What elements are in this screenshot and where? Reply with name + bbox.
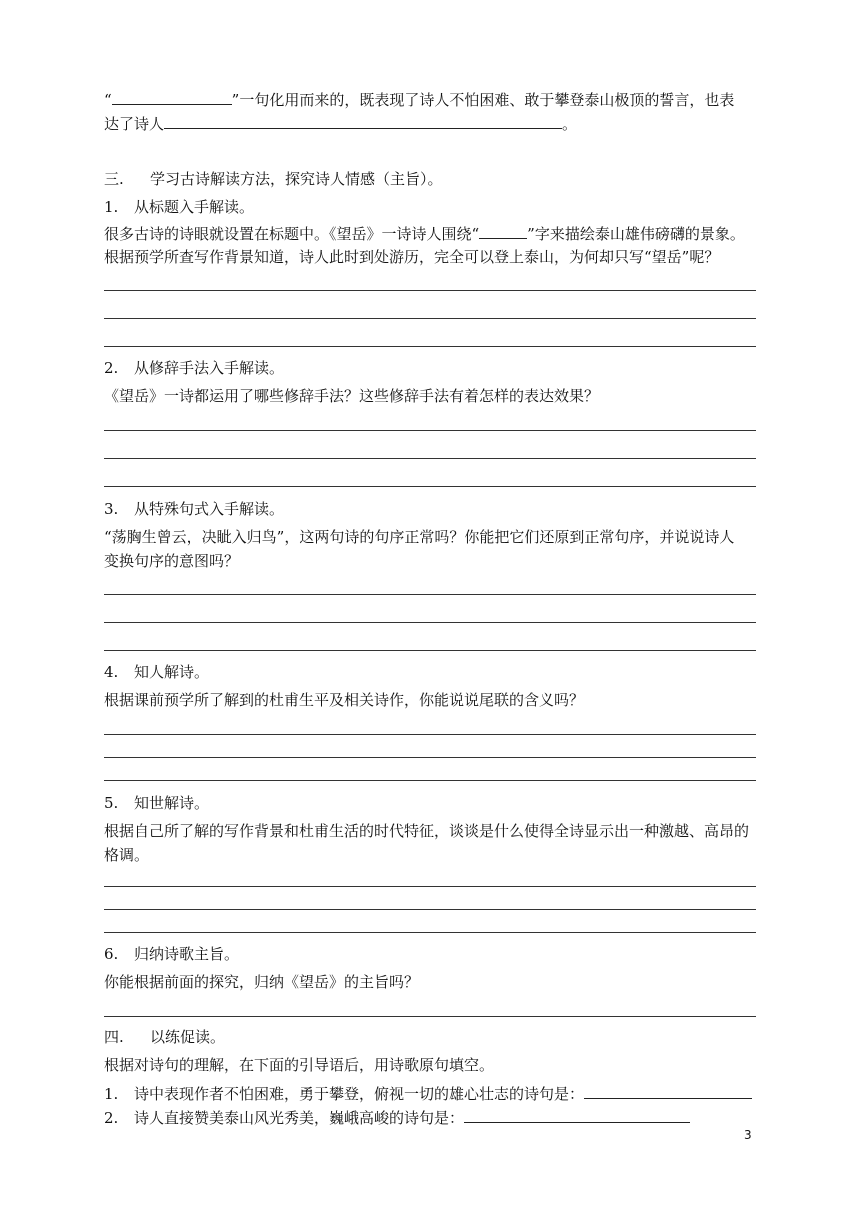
answer-line[interactable] <box>104 734 756 735</box>
item-2-question: 《望岳》一诗都运用了哪些修辞手法？这些修辞手法有着怎样的表达效果？ <box>104 387 600 405</box>
answer-blank[interactable] <box>112 88 232 105</box>
answer-line[interactable] <box>104 318 756 319</box>
item-5-question-line-2: 格调。 <box>104 846 150 864</box>
answer-line[interactable] <box>104 622 756 623</box>
section-4-heading: 四. 以练促读。 <box>104 1028 226 1046</box>
intro-line-1: “ ”一句化用而来的，既表现了诗人不怕困难、敢于攀登泰山极顶的誓言，也表 <box>104 88 734 111</box>
answer-line[interactable] <box>104 594 756 595</box>
answer-line[interactable] <box>104 458 756 459</box>
answer-line[interactable] <box>104 757 756 758</box>
item-4-title: 4. 知人解诗。 <box>104 663 210 681</box>
item-3-question-line-2: 变换句序的意图吗？ <box>104 552 240 570</box>
open-quote: “ <box>104 91 112 109</box>
item-6-question: 你能根据前面的探究，归纳《望岳》的主旨吗？ <box>104 973 420 991</box>
answer-line[interactable] <box>104 780 756 781</box>
answer-line[interactable] <box>104 650 756 651</box>
answer-blank[interactable] <box>584 1082 752 1099</box>
item-4-question: 根据课前预学所了解到的杜甫生平及相关诗作，你能说说尾联的含义吗？ <box>104 691 585 709</box>
item-1-title: 1. 从标题入手解读。 <box>104 198 255 216</box>
item-3-title: 3. 从特殊句式入手解读。 <box>104 500 285 518</box>
answer-line[interactable] <box>104 886 756 887</box>
answer-line[interactable] <box>104 486 756 487</box>
answer-blank[interactable] <box>464 1106 690 1123</box>
answer-line[interactable] <box>104 290 756 291</box>
answer-line[interactable] <box>104 1016 756 1017</box>
answer-line[interactable] <box>104 932 756 933</box>
item-3-question-line-1: “荡胸生曾云，决眦入归鸟”，这两句诗的句序正常吗？你能把它们还原到正常句序，并说说诗人 <box>104 528 735 546</box>
item-6-title: 6. 归纳诗歌主旨。 <box>104 945 240 963</box>
section-4-item-2: 2. 诗人直接赞美泰山风光秀美，巍峨高峻的诗句是： <box>104 1106 690 1129</box>
section-4-intro: 根据对诗句的理解，在下面的引导语后，用诗歌原句填空。 <box>104 1056 495 1074</box>
intro-line-2: 达了诗人 。 <box>104 112 577 135</box>
item-1-question-line-1: 很多古诗的诗眼就设置在标题中。《望岳》一诗诗人围绕“ ”字来描绘泰山雄伟磅礴的景象。 <box>104 222 745 245</box>
answer-blank[interactable] <box>479 222 527 239</box>
item-5-title: 5. 知世解诗。 <box>104 794 210 812</box>
section-3-heading: 三. 学习古诗解读方法，探究诗人情感（主旨）。 <box>104 170 443 188</box>
item-5-question-line-1: 根据自己所了解的写作背景和杜甫生活的时代特征，谈谈是什么使得全诗显示出一种激越、高昂的 <box>104 822 750 840</box>
item-2-title: 2. 从修辞手法入手解读。 <box>104 359 285 377</box>
answer-blank[interactable] <box>164 112 562 129</box>
answer-line[interactable] <box>104 909 756 910</box>
item-1-question-line-2: 根据预学所查写作背景知道，诗人此时到处游历，完全可以登上泰山，为何却只写“望岳”呢？ <box>104 248 720 266</box>
page-number: 3 <box>744 1128 752 1142</box>
section-4-item-1: 1. 诗中表现作者不怕困难，勇于攀登，俯视一切的雄心壮志的诗句是： <box>104 1082 752 1105</box>
answer-line[interactable] <box>104 430 756 431</box>
answer-line[interactable] <box>104 346 756 347</box>
